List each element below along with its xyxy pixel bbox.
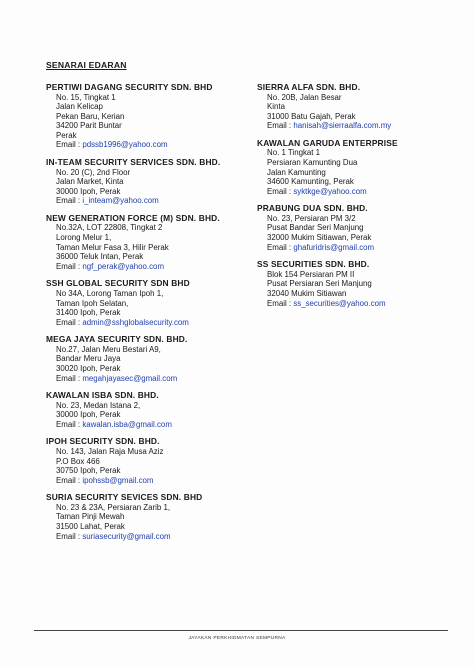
footer-motto: JAYAKAN PERKHIDMATAN SEMPURNA bbox=[188, 636, 286, 641]
email-line bbox=[56, 476, 256, 486]
email-address: suriasecurity@gmail.com bbox=[82, 531, 171, 541]
address-line: Jalan Kamunting bbox=[267, 167, 326, 177]
right-column bbox=[257, 82, 457, 315]
address-line: Persiaran Kamunting Dua bbox=[267, 157, 358, 167]
company-name: KAWALAN ISBA SDN. BHD. bbox=[46, 390, 159, 401]
email-label: Email : bbox=[56, 531, 83, 541]
email-line bbox=[56, 318, 256, 328]
address-line: Jalan Kelicap bbox=[56, 102, 103, 112]
company-entry bbox=[46, 213, 256, 271]
address-line: 32040 Mukim Sitiawan bbox=[267, 288, 347, 298]
address-line: No. 1 Tingkat 1 bbox=[267, 148, 321, 158]
company-name: KAWALAN GARUDA ENTERPRISE bbox=[257, 137, 398, 148]
email-line bbox=[267, 121, 457, 131]
address-line: No. 20 (C), 2nd Floor bbox=[56, 167, 131, 177]
email-address: kawalan.isba@gmail.com bbox=[82, 419, 172, 429]
company-name: PRABUNG DUA SDN. BHD. bbox=[257, 203, 368, 214]
address-line: No. 15, Tingkat 1 bbox=[56, 92, 116, 102]
company-entry bbox=[46, 436, 256, 485]
company-name: PERTIWI DAGANG SECURITY SDN. BHD bbox=[46, 82, 213, 92]
address-line: Taman Melur Fasa 3, Hilir Perak bbox=[56, 242, 169, 252]
address-line: Pusat Persiaran Seri Manjung bbox=[267, 279, 372, 289]
company-name: SIERRA ALFA SDN. BHD. bbox=[257, 82, 361, 92]
email-line bbox=[56, 532, 256, 542]
company-entry bbox=[46, 334, 256, 383]
footer-divider bbox=[34, 630, 448, 631]
company-name: NEW GENERATION FORCE (M) SDN. BHD. bbox=[46, 212, 220, 223]
address-line: Taman Pinji Mewah bbox=[56, 512, 125, 522]
address-line: No.27, Jalan Meru Bestari A9, bbox=[56, 344, 161, 354]
address-line: Lorong Melur 1, bbox=[56, 233, 112, 243]
email-label: Email : bbox=[267, 121, 294, 131]
email-address: syktkge@yahoo.com bbox=[293, 186, 367, 196]
company-entry bbox=[46, 492, 256, 541]
address-line: 30000 Ipoh, Perak bbox=[56, 410, 121, 420]
email-label: Email : bbox=[56, 373, 83, 383]
address-line: No. 20B, Jalan Besar bbox=[267, 92, 342, 102]
email-address: ipohssb@gmail.com bbox=[82, 475, 154, 485]
email-label: Email : bbox=[56, 317, 83, 327]
company-entry bbox=[257, 138, 457, 196]
address-line: 31400 Ipoh, Perak bbox=[56, 308, 121, 318]
address-line: P.O Box 466 bbox=[56, 456, 100, 466]
address-line: Perak bbox=[56, 130, 77, 140]
address-line: Kinta bbox=[267, 102, 285, 112]
address-line: Pusat Bandar Seri Manjung bbox=[267, 223, 364, 233]
address-line: No. 23, Persiaran PM 3/2 bbox=[267, 213, 356, 223]
email-label: Email : bbox=[56, 419, 83, 429]
address-line: No. 23, Medan Istana 2, bbox=[56, 400, 141, 410]
email-address: i_inteam@yahoo.com bbox=[82, 196, 159, 206]
email-address: pdssb1996@yahoo.com bbox=[82, 140, 168, 150]
address-line: No.32A, LOT 22808, Tingkat 2 bbox=[56, 223, 163, 233]
address-line: No. 23 & 23A, Persiaran Zarib 1, bbox=[56, 502, 171, 512]
company-name: SSH GLOBAL SECURITY SDN BHD bbox=[46, 278, 190, 289]
address-line: 36000 Teluk Intan, Perak bbox=[56, 252, 144, 262]
company-name: SURIA SECURITY SEVICES SDN. BHD bbox=[46, 492, 203, 503]
email-label: Email : bbox=[267, 298, 294, 308]
email-address: admin@sshglobalsecurity.com bbox=[82, 317, 189, 327]
left-column bbox=[46, 82, 256, 548]
email-address: ghafuridris@gmail.com bbox=[293, 242, 375, 252]
company-name: IPOH SECURITY SDN. BHD. bbox=[46, 436, 160, 447]
email-address: ngf_perak@yahoo.com bbox=[82, 261, 165, 271]
company-entry bbox=[257, 82, 457, 131]
address-line: Jalan Market, Kinta bbox=[56, 177, 124, 187]
address-line: 31000 Batu Gajah, Perak bbox=[267, 111, 356, 121]
email-address: ss_securities@yahoo.com bbox=[293, 298, 386, 308]
company-name: SS SECURITIES SDN. BHD. bbox=[257, 259, 370, 270]
email-label: Email : bbox=[56, 140, 83, 150]
email-line bbox=[267, 243, 457, 253]
address-line: Blok 154 Persiaran PM II bbox=[267, 269, 355, 279]
company-entry bbox=[257, 259, 457, 308]
address-line: 31500 Lahat, Perak bbox=[56, 522, 125, 531]
email-address: hanisah@sierraalfa.com.my bbox=[293, 121, 392, 131]
email-label: Email : bbox=[56, 196, 83, 206]
address-line: Taman Ipoh Selatan, bbox=[56, 298, 129, 308]
email-label: Email : bbox=[56, 475, 83, 485]
email-line bbox=[267, 299, 457, 309]
address-line: 30000 Ipoh, Perak bbox=[56, 186, 121, 196]
address-line: 34600 Kamunting, Perak bbox=[267, 177, 354, 187]
company-entry bbox=[46, 390, 256, 429]
address-line: 30020 Ipoh, Perak bbox=[56, 363, 121, 373]
email-line bbox=[56, 140, 256, 150]
company-entry bbox=[46, 82, 256, 150]
company-entry bbox=[257, 203, 457, 252]
email-address: megahjayasec@gmail.com bbox=[82, 373, 178, 383]
address-line: 30750 Ipoh, Perak bbox=[56, 466, 121, 476]
company-entry bbox=[46, 157, 256, 206]
address-line: No 34A, Lorong Taman Ipoh 1, bbox=[56, 288, 164, 298]
email-line bbox=[267, 187, 457, 197]
address-line: No. 143, Jalan Raja Musa Aziz bbox=[56, 446, 164, 456]
page-heading: SENARAI EDARAN bbox=[46, 60, 127, 70]
email-line bbox=[56, 262, 256, 272]
email-line bbox=[56, 374, 256, 384]
address-line: Bandar Meru Jaya bbox=[56, 354, 121, 364]
email-line bbox=[56, 196, 256, 206]
address-line: 34200 Parit Buntar bbox=[56, 121, 122, 131]
email-label: Email : bbox=[267, 186, 294, 196]
email-line bbox=[56, 420, 256, 430]
company-entry bbox=[46, 278, 256, 327]
email-label: Email : bbox=[267, 242, 294, 252]
company-name: MEGA JAYA SECURITY SDN. BHD. bbox=[46, 334, 188, 345]
company-name: IN-TEAM SECURITY SERVICES SDN. BHD. bbox=[46, 157, 221, 168]
email-label: Email : bbox=[56, 261, 83, 271]
address-line: 32000 Mukim Sitiawan, Perak bbox=[267, 233, 372, 243]
address-line: Pekan Baru, Kerian bbox=[56, 111, 125, 121]
